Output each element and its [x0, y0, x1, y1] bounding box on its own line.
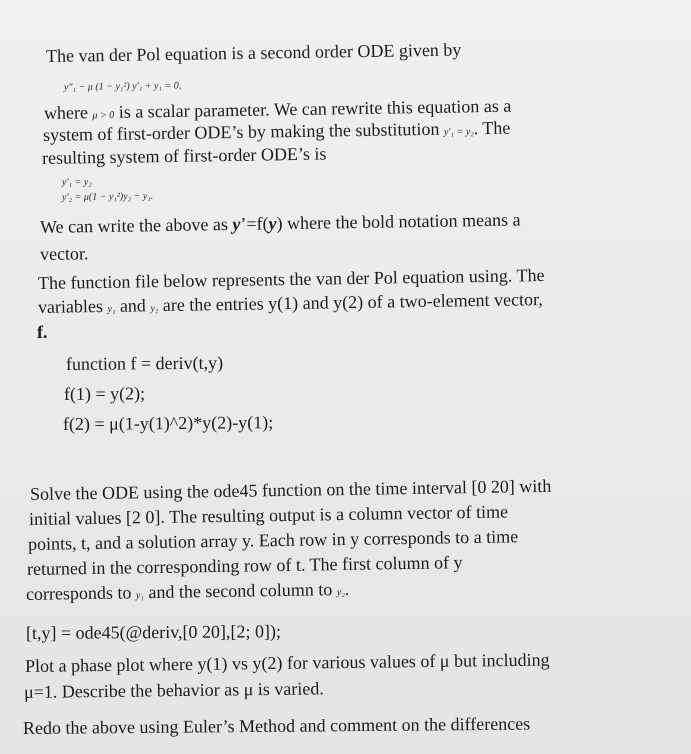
ode-system-equation-1: y′₁ = y₂: [61, 176, 92, 188]
plot-line-2: μ=1. Describe the behavior as μ is varied.: [23, 678, 324, 702]
solve-line-5: corresponds to y₁ and the second column to y₂.: [25, 578, 350, 604]
vector-line-2: vector.: [39, 243, 89, 264]
intro-line-2: where μ > 0 is a scalar parameter. We can rewrite this equation as a: [43, 95, 512, 123]
function-line-2: variables y₁ and y₂ are the entries y(1) and y(2) of a two-element vector,: [37, 289, 543, 317]
solve-line-2: initial values [2 0]. The resulting output is a column vector of time: [28, 501, 509, 529]
euler-line: Redo the above using Euler’s Method and comment on the differences: [22, 713, 531, 738]
intro-line-4: resulting system of first-order ODE’s is: [41, 143, 327, 168]
ode45-call: [t,y] = ode45(@deriv,[0 20],[2; 0]);: [25, 621, 282, 643]
solve-line-1: Solve the ODE using the ode45 function on the time interval [0 20] with: [29, 475, 552, 504]
code-line-1: function f = deriv(t,y): [65, 352, 224, 374]
van-der-pol-equation: y″₁ − μ (1 − y₁²) y′₁ + y₁ = 0,: [63, 80, 182, 93]
function-line-1: The function file below represents the van der Pol equation using. The: [37, 265, 545, 293]
function-line-3: f.: [37, 322, 48, 342]
intro-line-1: The van der Pol equation is a second order ODE given by: [45, 39, 462, 66]
code-line-2: f(1) = y(2);: [63, 383, 146, 404]
ode-system-equation-2: y′₂ = μ(1 − y₁²)y₂ − y₁.: [61, 190, 154, 203]
vector-line-1: We can write the above as y’=f(y) where the bold notation means a: [39, 209, 521, 237]
solve-line-4: returned in the corresponding row of t. The first column of y: [26, 552, 463, 579]
code-line-3: f(2) = μ(1-y(1)^2)*y(2)-y(1);: [62, 412, 274, 434]
solve-line-3: points, t, and a solution array y. Each row in y corresponds to a time: [27, 526, 519, 554]
plot-line-1: Plot a phase plot where y(1) vs y(2) for various values of μ but including: [24, 649, 550, 676]
intro-line-3: system of first-order ODE’s by making the substitution y′₁ = y₂. The: [42, 117, 511, 145]
